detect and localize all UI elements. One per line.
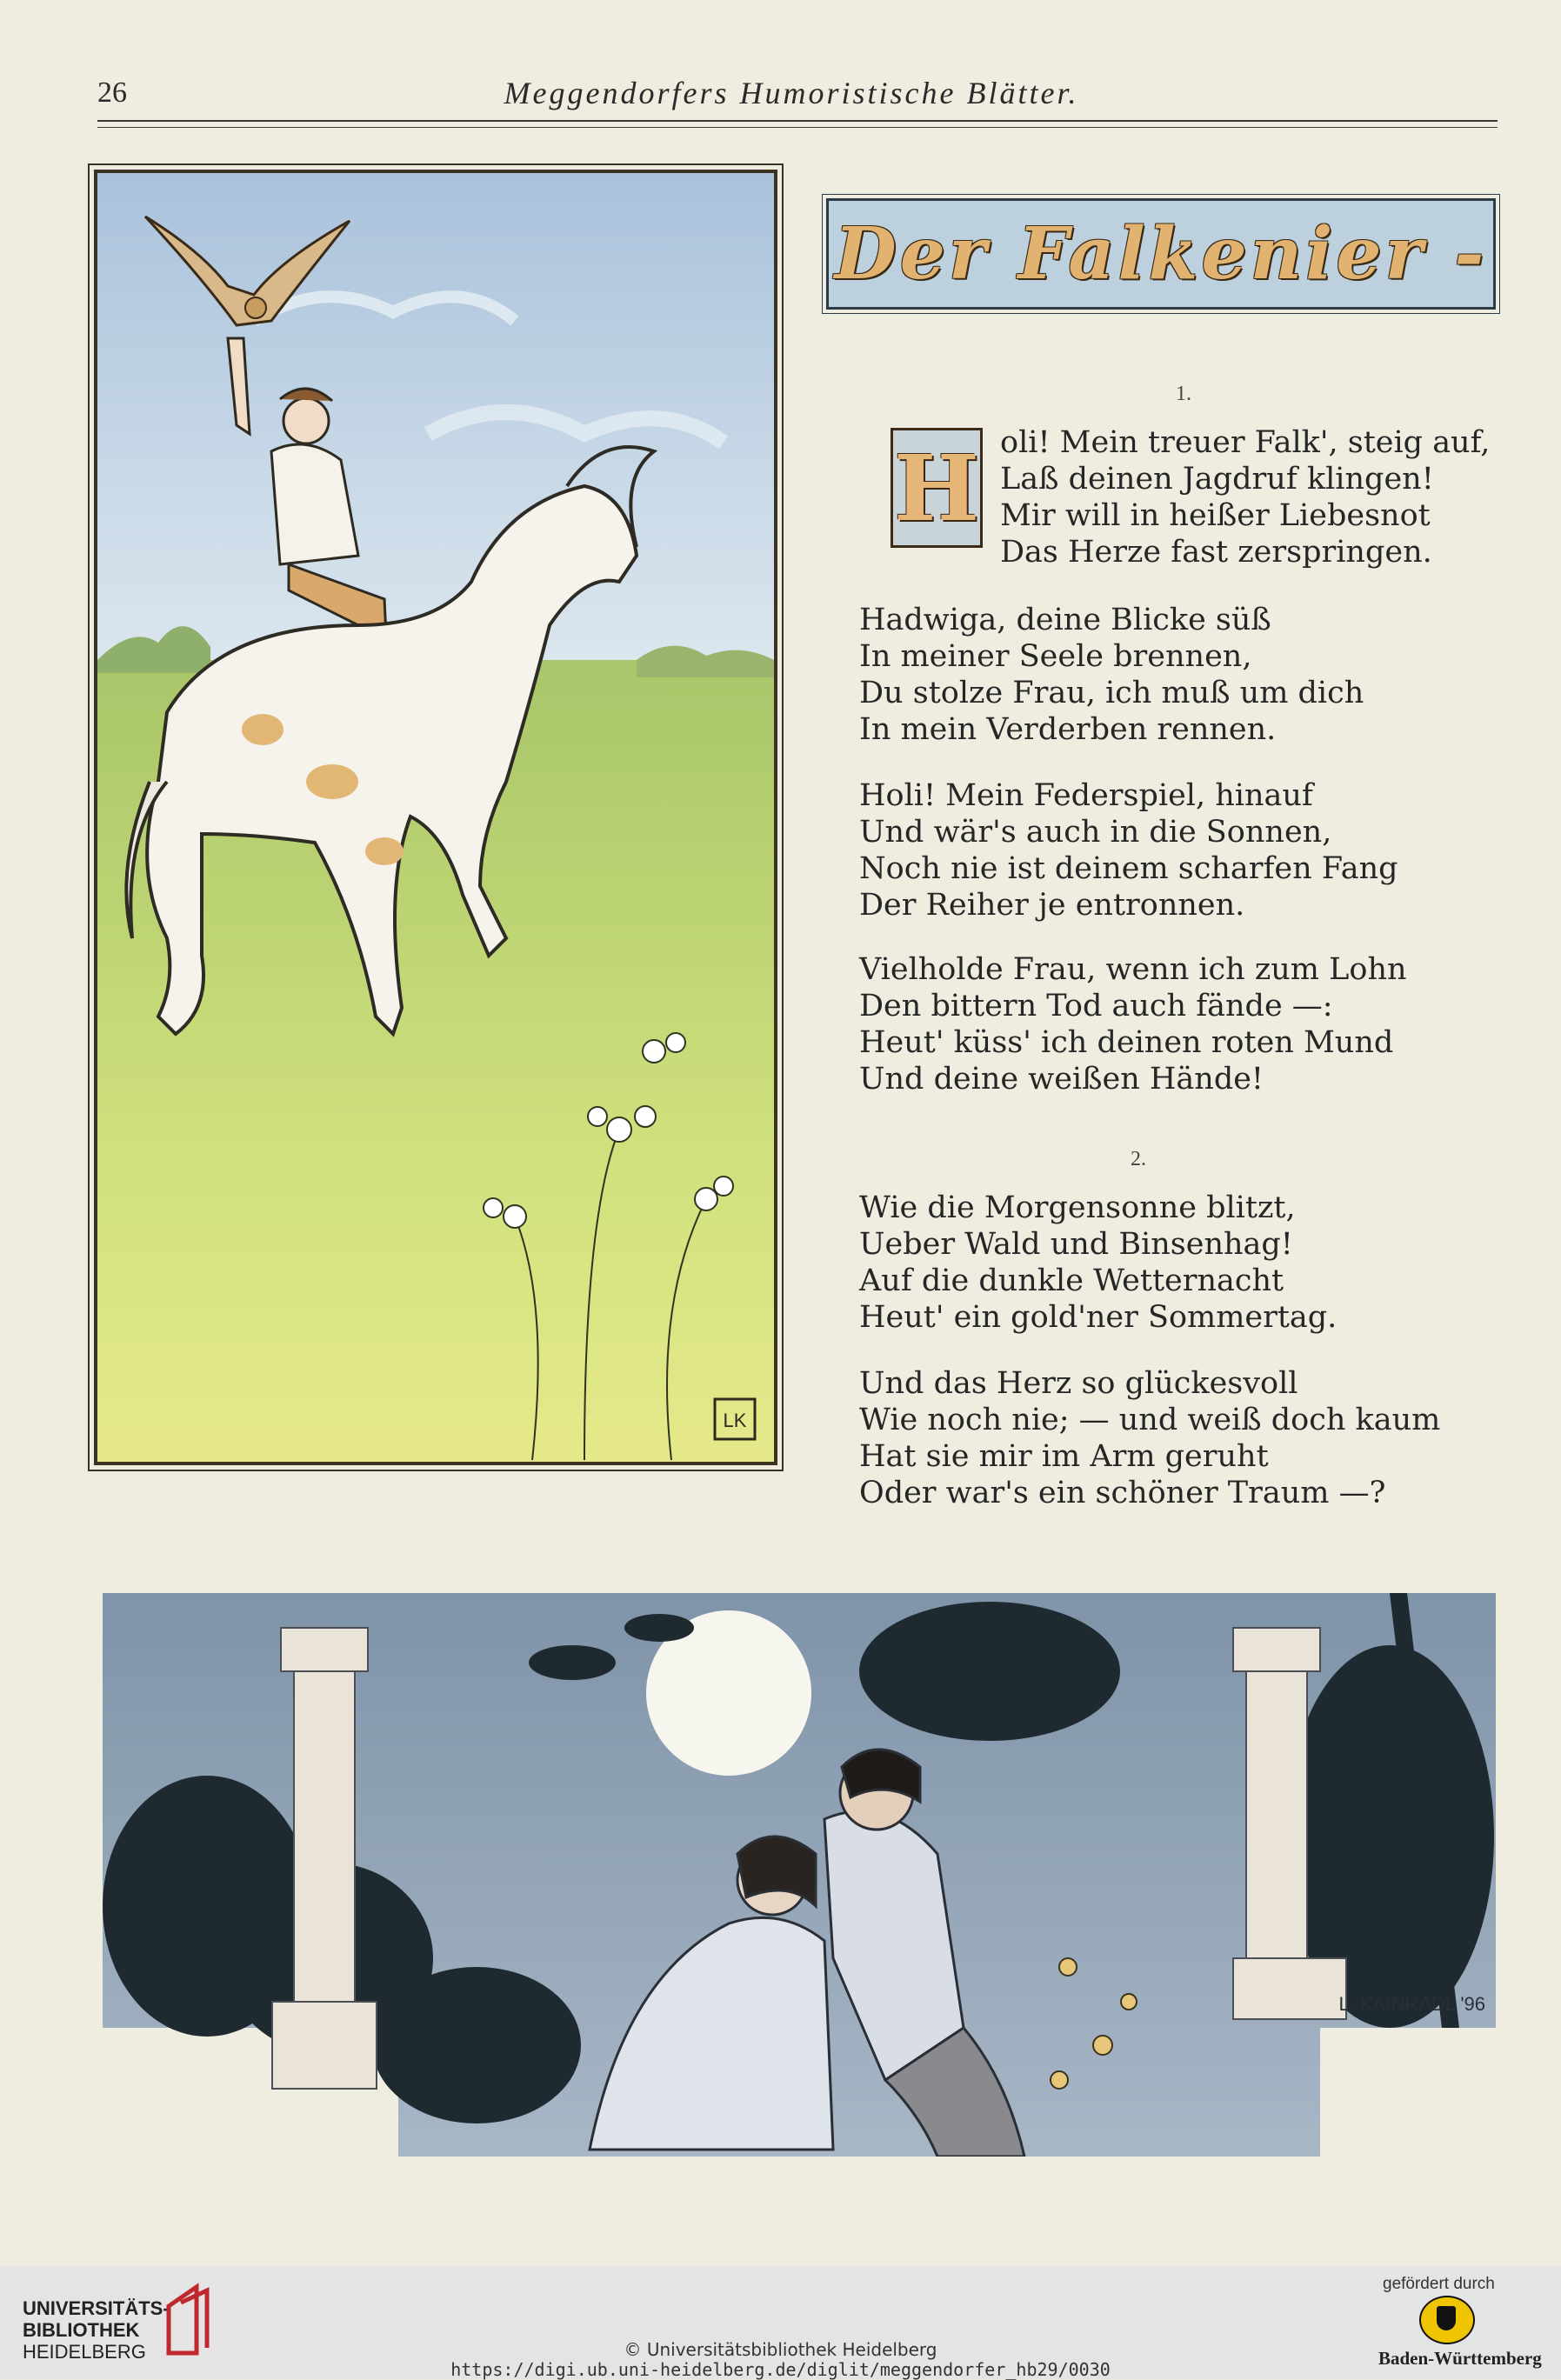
state-coat-of-arms-icon	[1419, 2296, 1475, 2344]
verse-line: Mir will in heißer Liebesnot	[1000, 498, 1431, 533]
verse-line: Und das Herz so glückesvoll	[859, 1366, 1298, 1401]
falconer-scene	[97, 173, 774, 1462]
verse-line: Auf die dunkle Wetternacht	[859, 1263, 1284, 1298]
stanza	[859, 951, 1407, 1097]
stanza	[859, 777, 1398, 923]
header-rule-thin	[97, 127, 1498, 128]
verse-line: Noch nie ist deinem scharfen Fang	[859, 851, 1398, 886]
section-number-2: 2.	[1131, 1148, 1146, 1170]
verse-line: Und wär's auch in die Sonnen,	[859, 815, 1332, 850]
library-name-line3: HEIDELBERG	[23, 2341, 146, 2363]
stanza	[1000, 424, 1490, 570]
verse-line: Vielholde Frau, wenn ich zum Lohn	[859, 952, 1407, 987]
verse-line: Ueber Wald und Binsenhag!	[859, 1227, 1293, 1262]
verse-line: Den bittern Tod auch fände —:	[859, 989, 1333, 1023]
library-name-line2: BIBLIOTHEK	[23, 2319, 140, 2341]
verse-line: Du stolze Frau, ich muß um dich	[859, 676, 1364, 710]
stanza	[859, 1190, 1337, 1336]
verse-line: Hat sie mir im Arm geruht	[859, 1439, 1269, 1474]
verse-line: Laß deinen Jagdruf klingen!	[1000, 462, 1434, 497]
verse-line: Heut' küss' ich deinen roten Mund	[859, 1025, 1394, 1060]
initial-letter	[891, 428, 983, 548]
verse-line: Das Herze fast zerspringen.	[1000, 535, 1432, 570]
stanza	[859, 602, 1364, 748]
verse-line: Holi! Mein Federspiel, hinauf	[859, 778, 1313, 813]
verse-line: In meiner Seele brennen,	[859, 639, 1252, 674]
funder-name: Baden-Württemberg	[1378, 2348, 1542, 2369]
verse-line: Wie noch nie; — und weiß doch kaum	[859, 1403, 1441, 1437]
artist-signature: L. KAINRADL '96	[1338, 1993, 1485, 2015]
verse-line: Wie die Morgensonne blitzt,	[859, 1190, 1296, 1225]
verse-line: Und deine weißen Hände!	[859, 1062, 1264, 1097]
verse-line: Oder war's ein schöner Traum —?	[859, 1476, 1386, 1510]
verse-line: Hadwiga, deine Blicke süß	[859, 603, 1271, 637]
running-head: Meggendorfers Humoristische Blätter.	[504, 76, 1079, 110]
source-url-link[interactable]: https://digi.ub.uni-heidelberg.de/diglit/meggendorfer_hb29/0030	[450, 2359, 1111, 2380]
lovers-scene	[103, 1593, 1496, 2157]
moonlit-lovers-illustration	[103, 1593, 1496, 2157]
monogram: LK	[723, 1410, 747, 1431]
header-rule	[97, 120, 1498, 122]
stanza	[859, 1365, 1440, 1511]
section-number-1: 1.	[1176, 383, 1191, 405]
verse-line: Der Reiher je entronnen.	[859, 888, 1245, 923]
verse-line: Heut' ein gold'ner Sommertag.	[859, 1300, 1338, 1335]
funded-by-label: gefördert durch	[1383, 2275, 1495, 2293]
page-number: 26	[97, 77, 127, 109]
copyright-notice: © Universitätsbibliothek Heidelberg	[624, 2339, 937, 2360]
verse-line: In mein Verderben rennen.	[859, 712, 1277, 747]
initial-letter-glyph: H	[893, 434, 980, 542]
poem-title: Der Falkenier -	[834, 212, 1488, 296]
library-name-line1: UNIVERSITÄTS-	[23, 2297, 170, 2319]
verse-line: oli! Mein treuer Falk', steig auf,	[1000, 425, 1491, 460]
title-banner	[826, 198, 1496, 310]
falconer-illustration	[94, 170, 777, 1465]
